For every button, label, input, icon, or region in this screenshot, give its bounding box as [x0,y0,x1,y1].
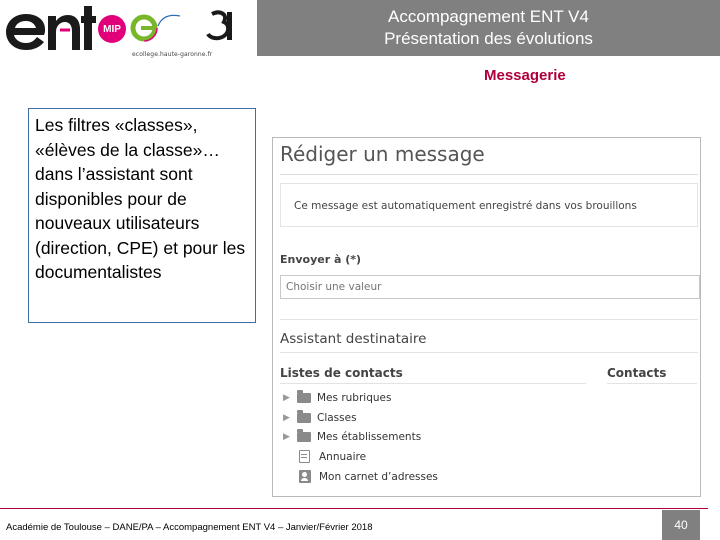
expand-arrow-icon[interactable]: ▶ [283,432,290,443]
tree-item-classes[interactable] [283,408,438,428]
banner-title-line1: Accompagnement ENT V4 [388,7,589,26]
tree-item-annuaire[interactable] [283,447,438,467]
expand-arrow-icon[interactable]: ▶ [283,412,290,423]
expand-arrow-icon[interactable]: ▶ [283,392,290,403]
divider [280,352,698,353]
section-title: Messagerie [484,67,566,84]
footer-text: Académie de Toulouse – DANE/PA – Accompagnement ENT V4 – Janvier/Février 2018 [6,522,373,533]
tree-item-label: Classes [317,411,357,424]
description-text: Les filtres «classes», «élèves de la classe»… dans l’assistant sont disponibles pour de nouveaux utilisateurs (direction, CPE) et pour les documentalistes [35,115,246,282]
document-icon [299,450,310,463]
recipient-input[interactable] [280,275,700,299]
divider [280,383,586,384]
tree-spacer [283,472,297,482]
tree-item-mes-etablissements[interactable] [283,427,438,447]
header-logos [0,0,256,64]
contacts-header: Contacts [607,366,667,380]
contact-tree [283,388,438,486]
footer-divider [0,508,708,509]
college-url: ecollege.haute-garonne.fr [132,51,213,58]
mip-label: MIP [103,23,121,35]
tree-spacer [283,452,297,462]
tree-item-label: Mes établissements [317,431,422,444]
tree-item-label: Annuaire [319,450,367,463]
compose-message-screenshot [272,137,701,497]
folder-icon [297,393,311,403]
tree-item-label: Mon carnet d’adresses [319,470,438,483]
college31-logo [130,6,234,46]
address-book-icon [299,470,311,483]
folder-icon [297,413,311,423]
divider [607,383,697,384]
title-banner [257,0,720,56]
banner-title-line2: Présentation des évolutions [384,29,593,48]
page-number: 40 [662,510,700,540]
mip-logo [98,15,126,43]
divider [280,319,698,320]
contact-lists-header: Listes de contacts [280,366,403,380]
draft-notice: Ce message est automatiquement enregistré dans vos brouillons [294,200,637,212]
recipient-label: Envoyer à (*) [280,253,362,266]
folder-icon [297,432,311,442]
tree-item-label: Mes rubriques [317,391,392,404]
tree-item-mes-rubriques[interactable] [283,388,438,408]
ent-logo [4,4,96,56]
description-box [28,108,256,323]
compose-title: Rédiger un message [280,142,485,166]
recipient-assistant-title: Assistant destinataire [280,331,427,347]
divider [280,174,698,175]
draft-notice-box [280,183,698,227]
tree-item-carnet-adresses[interactable] [283,467,438,487]
